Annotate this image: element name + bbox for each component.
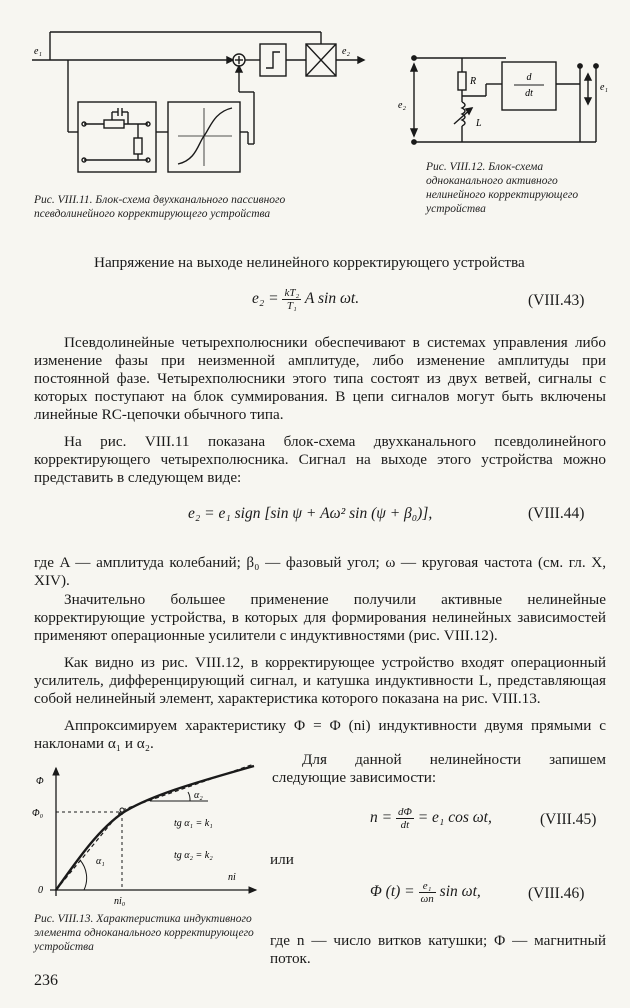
fig12-block-den: dt — [525, 88, 533, 99]
paragraph-1: Псевдолинейные четырехполюсники обеспечивают в системах управления либо изменение фазы при неизменной амплитуде, либо изменение амплитуды при постоянной фазе. Четырехполюсники этого типа состоят из двух ветвей, сигналы с которых поступают на блок суммирования. В цепи сигналов могут быть включены линейные RC-цепочки обычного типа. — [34, 334, 606, 423]
eq43-frac-den: T₁ — [286, 300, 297, 312]
eq44-number: (VIII.44) — [528, 505, 585, 522]
paragraph-7: Для данной нелинейности запишем следующие зависимости: — [272, 751, 606, 786]
fig12-resistor-label: R — [470, 76, 477, 87]
figure-viii-13-caption: Рис. VIII.13. Характеристика индуктивного элемента одноканального корректирующего устройства — [34, 913, 254, 953]
figure-viii-11 — [28, 24, 368, 189]
eq45-lhs: n = — [370, 809, 393, 827]
fig13-tg2-label: tg α₂ = k₂ — [174, 850, 213, 861]
eq46-number: (VIII.46) — [528, 885, 585, 902]
eq46-frac-den: ωn — [420, 893, 434, 905]
paragraph-5: Как видно из рис. VIII.12, в корректирующее устройство входят операционный усилитель, дифференцирующий сигнал, и катушка индуктивности L, представляющая собой нелинейный элемент, характеристика которого показана на рис. VIII.13. — [34, 654, 606, 707]
paragraph-8: где n — число витков катушки; Φ — магнитный поток. — [270, 932, 606, 967]
eq43-frac-num: kT₂ — [284, 287, 300, 299]
figure-viii-12-caption: Рис. VIII.12. Блок-схема одноканального активного нелинейного корректирующего устройства — [426, 161, 579, 215]
fig12-block-num: d — [526, 72, 532, 83]
fig13-alpha2-label: α₂ — [194, 790, 203, 801]
figure-viii-12 — [396, 44, 616, 154]
equation-viii-44: e₂ = e₁ sign [sin ψ + Aω² sin (ψ + β₀)], — [188, 505, 433, 522]
eq43-number: (VIII.43) — [528, 292, 585, 309]
equation-viii-46 — [370, 880, 481, 905]
fig12-output-label: e₁ — [600, 82, 608, 93]
fig13-tg1-label: tg α₁ = k₁ — [174, 818, 213, 829]
eq46-rhs: sin ωt, — [439, 883, 481, 901]
equation-viii-43 — [252, 287, 359, 312]
intro-paragraph: Напряжение на выходе нелинейного корректирующего устройства — [94, 254, 525, 271]
fig12-inductor-label: L — [476, 118, 482, 129]
page-number: 236 — [34, 972, 58, 989]
eq46-frac-num: e₁ — [419, 880, 436, 893]
eq43-rhs: A sin ωt. — [304, 290, 360, 308]
fig11-input-label: e₁ — [34, 46, 42, 57]
paragraph-6: Аппроксимируем характеристику Φ = Φ (ni) индуктивности двумя прямыми с наклонами α₁ и α₂. — [34, 717, 606, 752]
eq45-frac-num: dΦ — [397, 806, 412, 818]
fig11-output-label: e₂ — [342, 46, 350, 57]
fig13-origin-label: 0 — [38, 885, 43, 896]
paragraph-4: Значительно большее применение получили активные нелинейные корректирующие устройства, в которых для формирования нелинейных зависимостей применяют операционные усилители с индуктивностями (рис. VIII.12). — [34, 591, 606, 644]
or-word: или — [270, 851, 294, 868]
fig13-ni-label: ni — [228, 872, 236, 883]
eq45-rhs: = e₁ cos ωt, — [417, 809, 492, 827]
fig13-ni0-label: ni₀ — [114, 896, 126, 907]
figure-viii-13 — [30, 760, 260, 910]
equation-viii-45 — [370, 806, 492, 831]
fig13-phi-label: Φ — [36, 776, 44, 787]
fig13-phi0-label: Φ₀ — [32, 808, 44, 819]
fig12-input-label: e₂ — [398, 100, 406, 111]
figure-viii-11-caption: Рис. VIII.11. Блок-схема двухканального пассивного псевдолинейного корректирующего устройства — [34, 194, 286, 220]
eq45-number: (VIII.45) — [540, 811, 597, 828]
fig13-alpha1-label: α₁ — [96, 856, 105, 867]
paragraph-2: На рис. VIII.11 показана блок-схема двухканального псевдолинейного корректирующего четырехполюсника. Сигнал на выходе этого устройства можно представить в следующем виде: — [34, 433, 606, 486]
eq45-frac-den: dt — [400, 819, 410, 831]
eq43-lhs: e₂ = — [252, 290, 279, 308]
paragraph-3: где A — амплитуда колебаний; β₀ — фазовый угол; ω — круговая частота (см. гл. X, XIV). — [34, 554, 606, 589]
eq46-lhs: Φ (t) = — [370, 883, 415, 901]
